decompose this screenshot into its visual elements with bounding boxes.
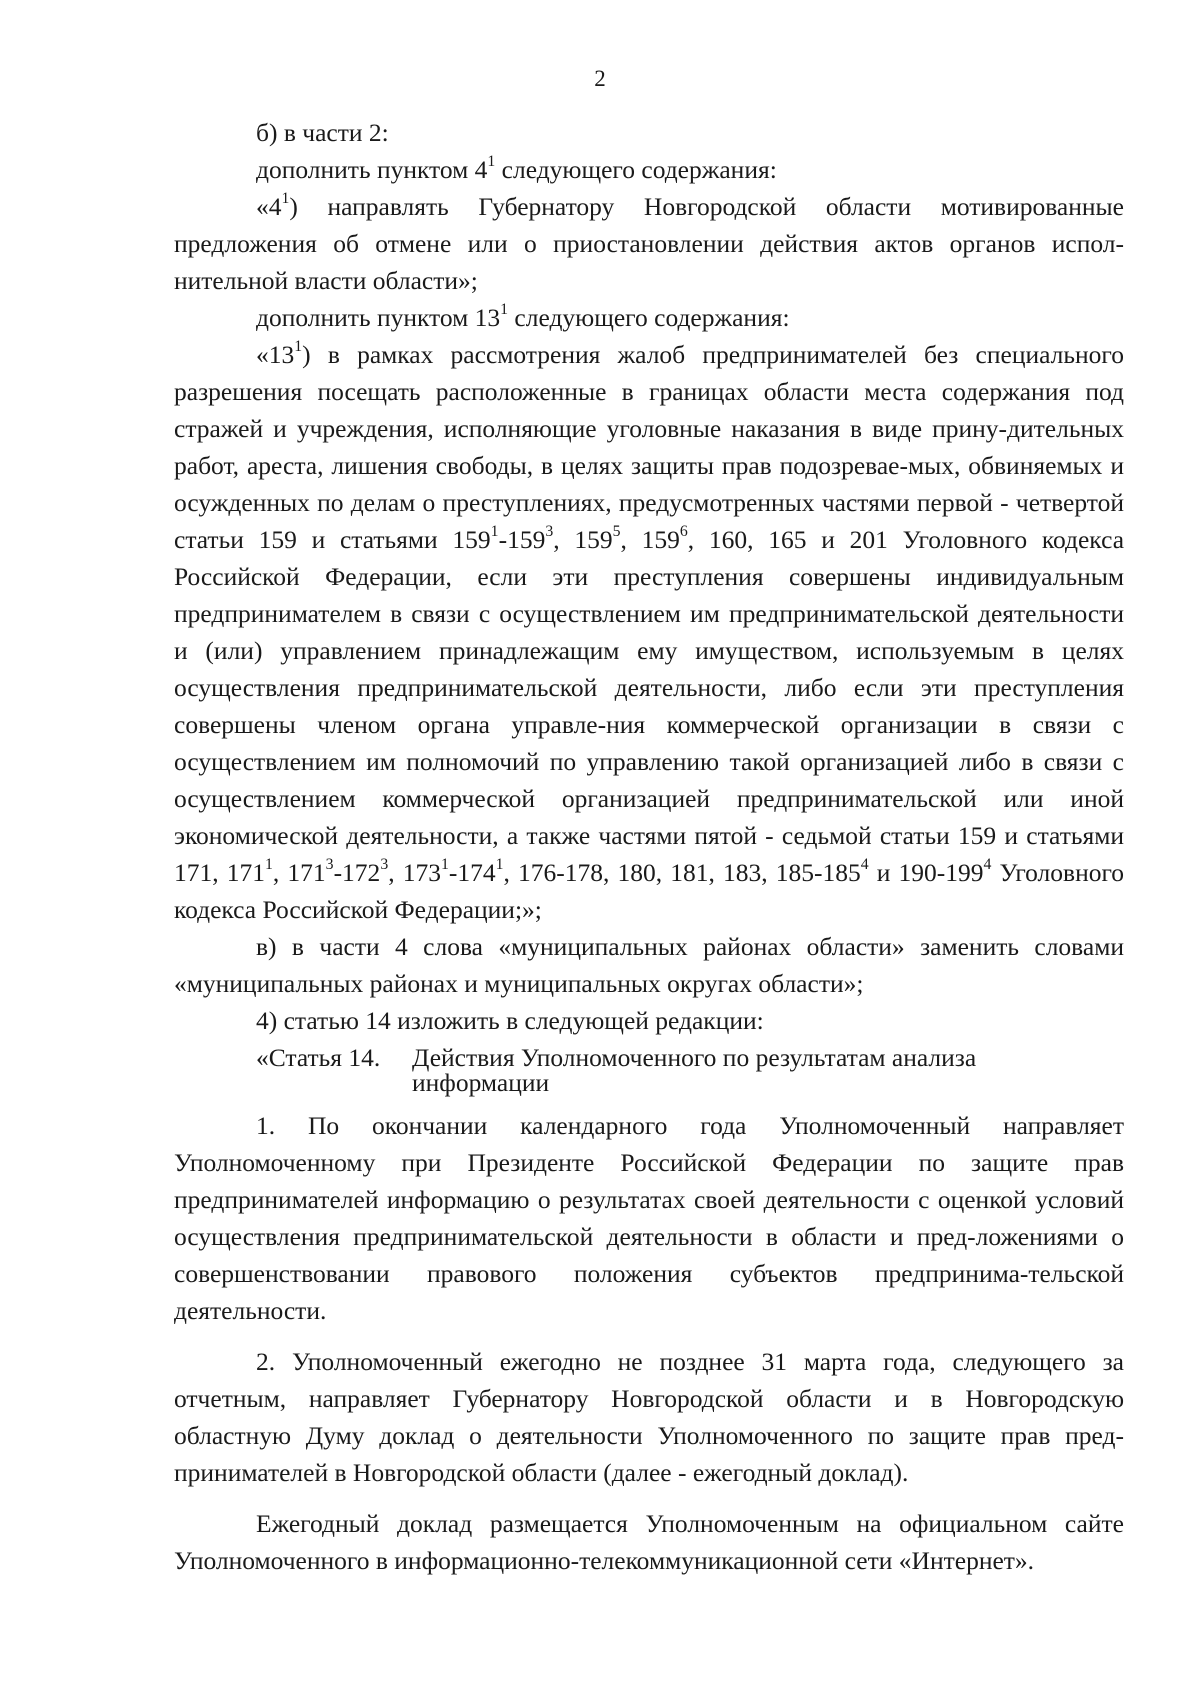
superscript-index: 1 (487, 153, 496, 171)
article-number: «Статья 14. (256, 1043, 381, 1072)
document-body (174, 114, 1124, 1579)
superscript-index: 1 (281, 190, 290, 208)
superscript-index: 4 (983, 856, 992, 874)
paragraph-point-13-1-text: «$13^1$) в рамках рассмотрения жалоб предпринимателей без специального разрешения посещать расположенные в границах области места содержания под стражей и учреждения, исполняющие уголовные наказания в виде прину-дительных работ, ареста, лишения свободы, в целях защиты прав подозревае-мых, обвиняемых и осужденных по делам о преступлениях, предусмотренных частями первой - четвертой статьи 159 и статьями $159^1-159^3$, $159^5$, $159^6$, 160, 165 и 201 Уголовного кодекса Российской Федерации, если эти преступления совершены индивидуальным предпринимателем в связи с осуществлением им предпринимательской деятельности и (или) управлением принадлежащим ему имуществом, используемым в целях осуществления предпринимательской деятельности, либо если эти преступления совершены членом органа управле-ния коммерческой организации в связи с осуществлением им полномочий по управлению такой организацией либо в связи с осуществлением коммерческой организацией предпринимательской или иной экономической деятельности, а также частями пятой - седьмой статьи 159 и статьями 171, $171^1$, $171^3-172^3$, $173^1-174^1$, 176-178, 180, 181, 183, $185-185^4$ и $190-199^4$ Уголовного кодекса Российской Федерации;»; (174, 338, 1125, 924)
article-title: Действия Уполномоченного по результатам анализа информации (412, 1043, 977, 1097)
article-paragraph-2: 2. Уполномоченный ежегодно не позднее 31 марта года, следующего за отчетным, направляет Губернатору Новгородской области и в Новгородскую областную Думу доклад о деятельности Уполномоченного по защите прав пред-принимателей в Новгородской области (далее - ежегодный доклад). (174, 1347, 1124, 1487)
paragraph-part-4-change: в) в части 4 слова «муниципальных районах области» заменить словами «муниципальных районах и муниципальных округах области»; (174, 932, 1124, 998)
superscript-index: 1 (440, 856, 449, 874)
paragraph-part-2-heading: б) в части 2: (256, 118, 389, 147)
page-number: 2 (594, 66, 606, 91)
superscript-index: 1 (500, 301, 509, 319)
article-14-heading (174, 1045, 1124, 1095)
superscript-index: 1 (265, 856, 273, 874)
superscript-index: 3 (545, 523, 554, 541)
superscript-index: 1 (490, 523, 499, 541)
superscript-index: 4 (860, 856, 869, 874)
superscript-index: 3 (325, 856, 334, 874)
article-paragraph-3: Ежегодный доклад размещается Уполномоченным на официальном сайте Уполномоченного в информационно-телекоммуникационной сети «Интернет». (174, 1509, 1124, 1575)
article-paragraph-1: 1. По окончании календарного года Уполномоченный направляет Уполномоченному при Президенте Российской Федерации по защите прав предпринимателей информацию о результатах своей деятельности с оценкой условий осуществления предпринимательской деятельности в области и пред-ложениями о совершенствовании правового положения субъектов предпринима-тельской деятельности. (174, 1111, 1124, 1325)
superscript-index: 3 (380, 856, 389, 874)
paragraph-article-14-intro: 4) статью 14 изложить в следующей редакции: (256, 1006, 764, 1035)
superscript-index: 1 (495, 856, 504, 874)
paragraph-point-4-1-text: «$4^1$) направлять Губернатору Новгородской области мотивированные предложения об отмене или о приостановлении действия актов органов испол-нительной власти области»; (174, 190, 1124, 295)
superscript-index: 1 (294, 338, 303, 356)
paragraph-add-point-4-1: дополнить пунктом $4^1$ следующего содержания: (256, 153, 777, 184)
superscript-index: 6 (679, 523, 688, 541)
paragraph-add-point-13-1: дополнить пунктом $13^1$ следующего содержания: (256, 301, 790, 332)
superscript-index: 5 (612, 523, 621, 541)
